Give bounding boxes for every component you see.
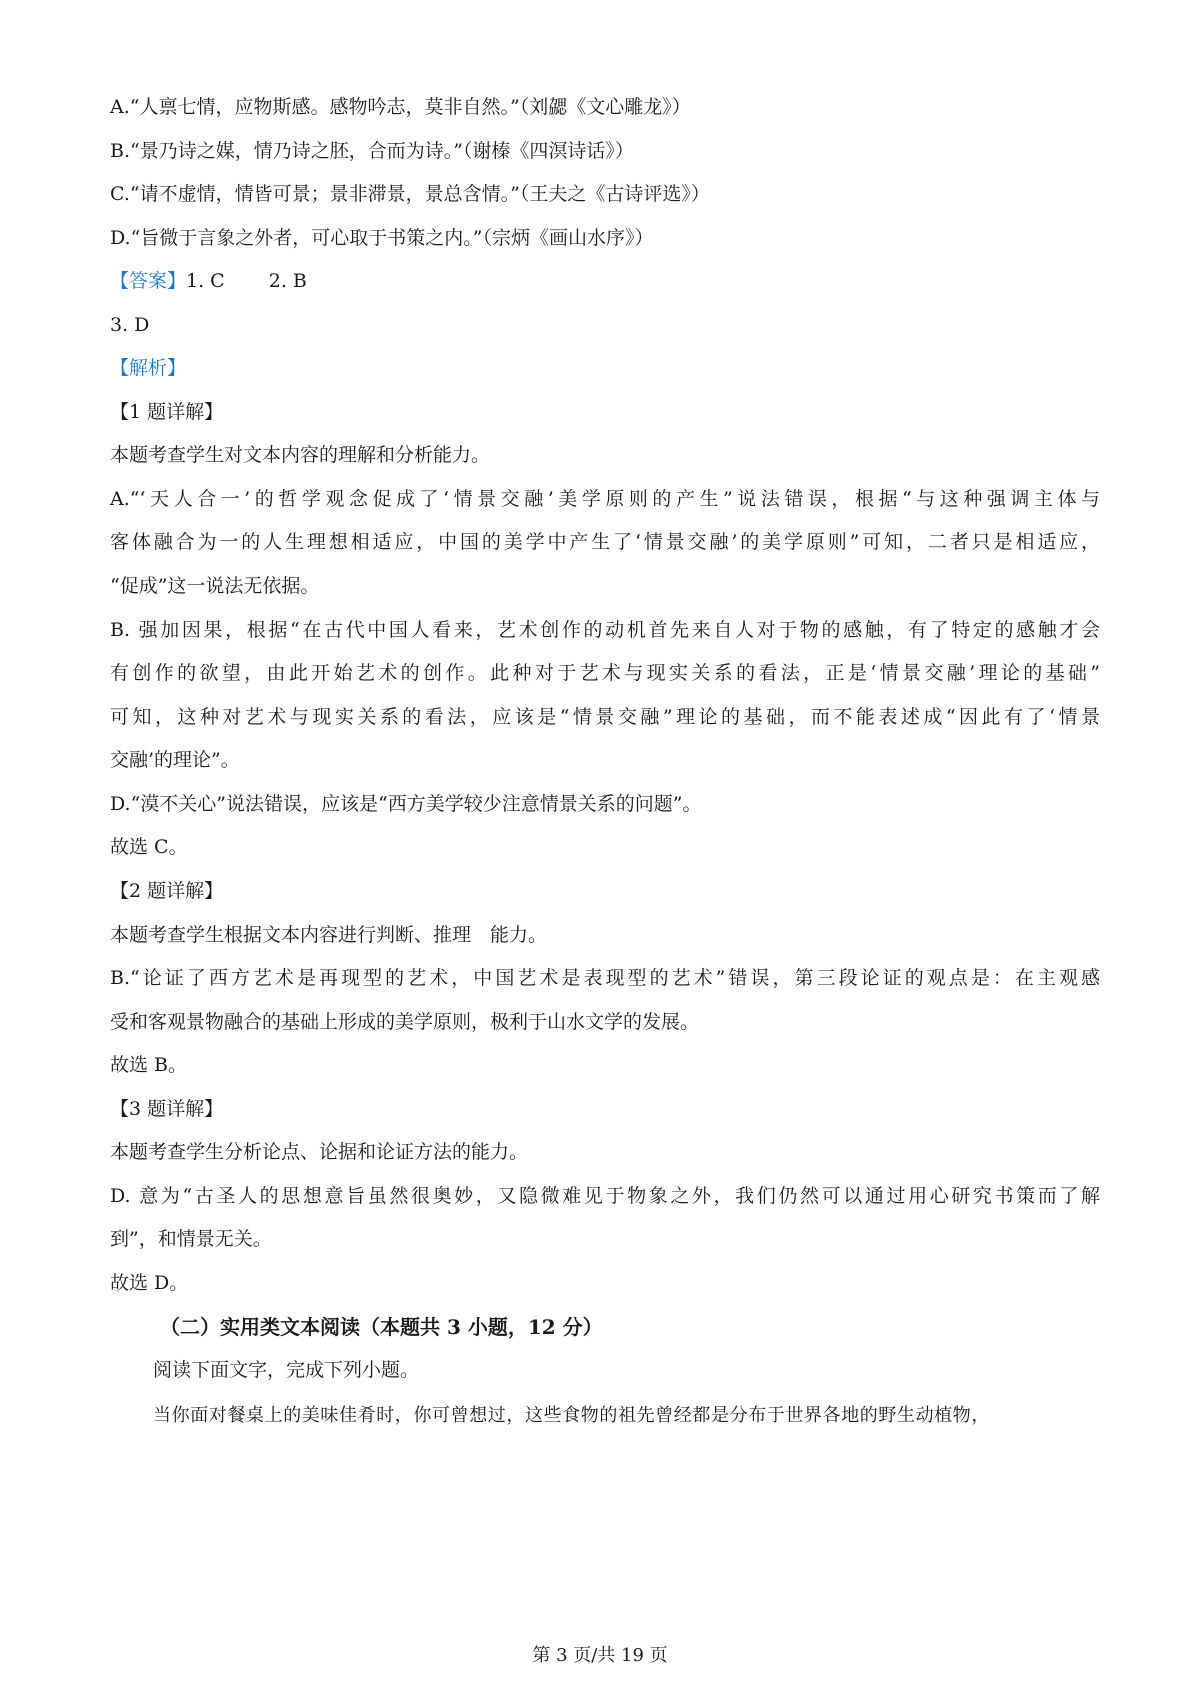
q3-d-line-1: D. 意为“古圣人的思想意旨虽然很奥妙，又隐微难见于物象之外，我们仍然可以通过用心研究书策而了解 xyxy=(110,1185,1100,1207)
option-a: A.“人禀七情，应物斯感。感物吟志，莫非自然。”（刘勰《文心雕龙》） xyxy=(110,96,691,118)
answer-1: 1. C xyxy=(186,270,225,292)
answer-label: 【答案】 xyxy=(110,270,187,292)
q3-d-line-2: 到”，和情景无关。 xyxy=(110,1228,272,1250)
q1-b-line-1: B. 强加因果，根据“在古代中国人看来，艺术创作的动机首先来自人对于物的感触，有了特定的感触才会 xyxy=(110,619,1100,641)
section-2-passage-start: 当你面对餐桌上的美味佳肴时，你可曾想过，这些食物的祖先曾经都是分布于世界各地的野生动植物， xyxy=(153,1405,990,1426)
q1-a-line-1: A.“‘天人合一’的哲学观念促成了‘情景交融’美学原则的产生”说法错误，根据“与这种强调主体与 xyxy=(110,488,1100,510)
q2-b-line-1: B.“论证了西方艺术是再现型的艺术，中国艺术是表现型的艺术”错误，第三段论证的观点是：在主观感 xyxy=(110,967,1100,989)
analysis-label: 【解析】 xyxy=(110,357,187,379)
q1-conclusion: 故选 C。 xyxy=(110,836,188,858)
q1-intro: 本题考查学生对文本内容的理解和分析能力。 xyxy=(110,444,491,466)
answer-3: 3. D xyxy=(110,314,150,336)
q1-a-line-2: 客体融合为一的人生理想相适应，中国的美学中产生了‘情景交融’的美学原则”可知，二者只是相适应， xyxy=(110,531,1100,553)
q1-d-line: D.“漠不关心”说法错误，应该是“西方美学较少注意情景关系的问题”。 xyxy=(110,793,702,815)
option-b: B.“景乃诗之媒，情乃诗之胚，合而为诗。”（谢榛《四溟诗话》） xyxy=(110,140,634,162)
q2-b-line-2: 受和客观景物融合的基础上形成的美学原则，极利于山水文学的发展。 xyxy=(110,1011,700,1033)
page-footer: 第 3 页/共 19 页 xyxy=(532,1645,668,1666)
q3-intro: 本题考查学生分析论点、论据和论证方法的能力。 xyxy=(110,1141,529,1163)
q1-b-line-4: 交融’的理论”。 xyxy=(110,749,240,771)
answer-line xyxy=(110,268,1100,294)
section-2-title: （二）实用类文本阅读（本题共 3 小题，12 分） xyxy=(160,1315,603,1339)
q2-conclusion: 故选 B。 xyxy=(110,1054,188,1076)
q1-a-line-3: “促成”这一说法无依据。 xyxy=(110,575,320,597)
q3-title: 【3 题详解】 xyxy=(110,1098,224,1120)
q2-intro: 本题考查学生根据文本内容进行判断、推理 能力。 xyxy=(110,924,548,946)
section-2-instruction: 阅读下面文字，完成下列小题。 xyxy=(153,1359,420,1381)
q1-b-line-2: 有创作的欲望，由此开始艺术的创作。此种对于艺术与现实关系的看法，正是‘情景交融’理论的基础” xyxy=(110,662,1100,684)
answer-2: 2. B xyxy=(268,270,307,292)
option-c: C.“请不虚情，情皆可景；景非滞景，景总含情。”（王夫之《古诗评选》） xyxy=(110,183,710,205)
q1-title: 【1 题详解】 xyxy=(110,401,224,423)
q3-conclusion: 故选 D。 xyxy=(110,1272,189,1294)
option-d: D.“旨微于言象之外者，可心取于书策之内。”（宗炳《画山水序》） xyxy=(110,227,654,249)
q2-title: 【2 题详解】 xyxy=(110,880,224,902)
q1-b-line-3: 可知，这种对艺术与现实关系的看法，应该是“情景交融”理论的基础，而不能表述成“因此有了‘情景 xyxy=(110,706,1100,728)
